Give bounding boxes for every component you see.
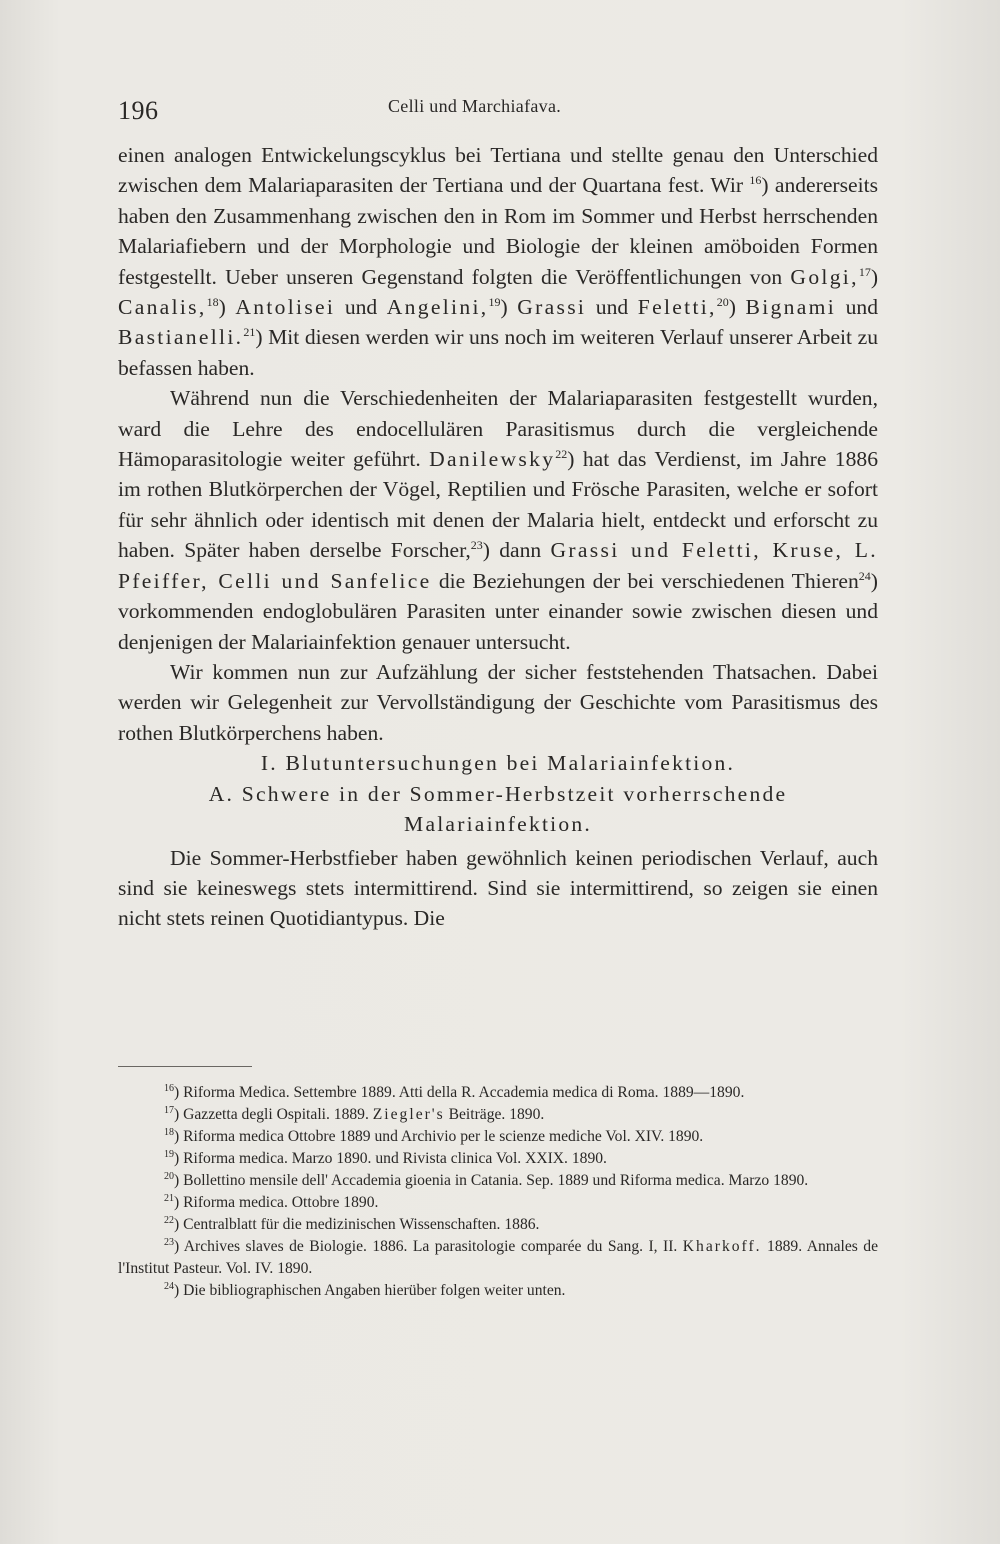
subsection-heading-line-1: A. Schwere in der Sommer-Herbstzeit vorherrschende <box>208 781 788 806</box>
paragraph-4: Die Sommer-Herbstfieber haben gewöhnlich keinen periodischen Verlauf, auch sind sie keineswegs stets intermittirend. Sind sie intermittirend, so zeigen sie einen nicht stets reinen Quotidiantypus. Die <box>118 845 878 931</box>
footnote-ref-24[interactable]: 24 <box>858 568 871 583</box>
page-number: 196 <box>118 96 159 125</box>
footnote-divider <box>118 1066 252 1067</box>
paragraph-1: einen analogen Entwickelungscyklus bei Tertiana und stellte genau den Unterschied zwischen dem Malariaparasiten der Tertiana und der Quartana fest. Wir $^{16}$) andererseits haben den Zusammenhang zwischen den in Rom im Sommer und Herbst herrschenden Malariafiebern und der Morphologie und Biologie der kleinen amöboiden Formen festgestellt. Ueber unseren Gegenstand folgten die Veröffentlichungen von Golgi,$^{17}$) Canalis,$^{18}$) Antolisei und Angelini,$^{19}$) Grassi und Feletti,$^{20}$) Bignami und Bastianelli.$^{21}$) Mit diesen werden wir uns noch im weiteren Verlauf unserer Arbeit zu befassen haben. <box>118 143 879 380</box>
footnote-18: $^{18}$) Riforma medica Ottobre 1889 und Archivio per le scienze mediche Vol. XIV. 1890. <box>164 1127 704 1145</box>
footnote-ref-20[interactable]: 20 <box>716 295 729 310</box>
footnote-19: $^{19}$) Riforma medica. Marzo 1890. und Rivista clinica Vol. XXIX. 1890. <box>164 1149 607 1167</box>
body-text <box>118 140 878 934</box>
footnote-ref-22[interactable]: 22 <box>555 447 568 462</box>
footnote-ref-21[interactable]: 21 <box>243 325 256 340</box>
running-title: Celli und Marchiafava. <box>388 96 562 116</box>
footnote-20: $^{20}$) Bollettino mensile dell' Accademia gioenia in Catania. Sep. 1889 und Riforma medica. Marzo 1890. <box>164 1171 809 1189</box>
footnote-17: $^{17}$) Gazzetta degli Ospitali. 1889. Ziegler's Beiträge. 1890. <box>164 1105 545 1123</box>
footnote-ref-19[interactable]: 19 <box>488 295 501 310</box>
footnote-ref-23[interactable]: 23 <box>470 538 483 553</box>
footnote-16: $^{16}$) Riforma Medica. Settembre 1889. Atti della R. Accademia medica di Roma. 1889—1890. <box>164 1083 745 1101</box>
footnote-22: $^{22}$) Centralblatt für die medizinischen Wissenschaften. 1886. <box>164 1215 540 1233</box>
footnote-ref-17[interactable]: 17 <box>858 264 871 279</box>
footnotes <box>118 1082 878 1302</box>
paragraph-2: Während nun die Verschiedenheiten der Malariaparasiten festgestellt wurden, ward die Lehre des endocellulären Parasitismus durch die vergleichende Hämoparasitologie weiter geführt. Danilewsky$^{22}$) hat das Verdienst, im Jahre 1886 im rothen Blutkörperchen der Vögel, Reptilien und Frösche Parasiten, welche er sofort für sehr ähnlich oder identisch mit denen der Malaria hielt, entdeckt und erforscht zu haben. Später haben derselbe Forscher,$^{23}$) dann Grassi und Feletti, Kruse, L. Pfeiffer, Celli und Sanfelice die Beziehungen der bei verschiedenen Thieren$^{24}$) vorkommenden endoglobulären Parasiten unter einander sowie zwischen diesen und denjenigen der Malariainfektion genauer untersucht. <box>118 386 878 654</box>
footnote-23: $^{23}$) Archives slaves de Biologie. 1886. La parasitologie comparée du Sang. I, II. Kharkoff. 1889. Annales de l'Institut Pasteur. Vol. IV. 1890. <box>118 1237 878 1277</box>
footnote-21: $^{21}$) Riforma medica. Ottobre 1890. <box>164 1193 379 1211</box>
paragraph-3: Wir kommen nun zur Aufzählung der sicher feststehenden Thatsachen. Dabei werden wir Gelegenheit zur Vervollständigung der Geschichte vom Parasitismus des rothen Blutkörperchens haben. <box>118 659 878 745</box>
subsection-heading-line-2: Malariainfektion. <box>404 811 592 836</box>
footnote-ref-16[interactable]: 16 <box>749 173 762 188</box>
section-heading: I. Blutuntersuchungen bei Malariainfektion. <box>260 751 736 776</box>
footnote-24: $^{24}$) Die bibliographischen Angaben hierüber folgen weiter unten. <box>164 1281 566 1299</box>
footnote-ref-18[interactable]: 18 <box>206 295 219 310</box>
running-head <box>118 88 878 128</box>
